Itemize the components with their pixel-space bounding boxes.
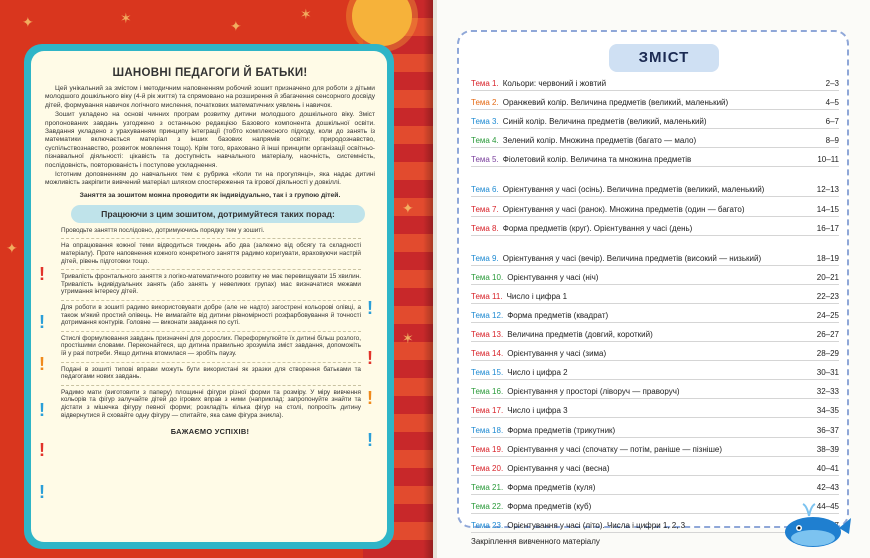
contents-row xyxy=(471,380,839,399)
topic-number: Тема 7. xyxy=(471,204,499,214)
contents-row xyxy=(471,285,839,304)
contents-card xyxy=(457,30,849,546)
page-range: 8–9 xyxy=(825,136,839,146)
topic-number: Тема 11. xyxy=(471,291,503,301)
whale-icon xyxy=(779,500,853,548)
tip-item: Стислі формулювання завдань призначені для дорослих. Переформулюйте їх дитині більш розлого, простішими словами. Переконайтеся, що дитина правильно зрозуміла зміст завдання, допоможіть їй у разі потреби. Якщо дитина втомилася — зробіть паузу. xyxy=(61,334,361,357)
topic-title: Кольори: червоний і жовтий xyxy=(502,79,607,89)
star-decoration: ✦ xyxy=(22,14,34,30)
exclamation-mark-icon: ! xyxy=(39,312,45,332)
topic-number: Тема 6. xyxy=(471,185,499,195)
intro-paragraph: Цей унікальний за змістом і методичним наповненням робочий зошит призначено для роботи з дітьми молодшого дошкільного віку (4-й рік життя) та спрямовано на розширення й збагачення сенсорного досвіду дітей, формування навичок логічного мислення, початкових математичних уявлень і навичок. xyxy=(45,85,375,109)
contents-row xyxy=(471,266,839,285)
tip-item: Для роботи в зошиті радимо використовувати добре (але не надто) загострені кольорові олівці, а також м'який простий олівець. Не вимагайте від дитини рівномірності розфарбовування й точності дотримання контурів. Головне — виконати завдання по суті. xyxy=(61,304,361,327)
page-range: 44–45 xyxy=(816,501,839,511)
topic-title: Орієнтування у часі (ніч) xyxy=(507,272,599,282)
contents-row xyxy=(471,304,839,323)
star-decoration: ✶ xyxy=(120,10,132,26)
topic-title: Орієнтування у часі (вечір). Величина предметів (високий — низький) xyxy=(502,253,762,263)
divider xyxy=(61,362,361,363)
page-range: 2–3 xyxy=(825,79,839,89)
intro-text xyxy=(45,85,375,188)
exclamation-mark-icon: ! xyxy=(39,354,45,374)
contents-title: ЗМІСТ xyxy=(609,44,719,72)
topic-number: Тема 9. xyxy=(471,253,499,263)
page-range: 42–43 xyxy=(816,482,839,492)
contents-row xyxy=(471,399,839,418)
contents-row xyxy=(471,476,839,495)
rules-heading: Працюючи з цим зошитом, дотримуйтеся таких порад: xyxy=(71,205,365,223)
exclamation-mark-icon: ! xyxy=(39,264,45,284)
topic-title: Зелений колір. Множина предметів (багато — мало) xyxy=(502,136,697,146)
topic-title: Форма предметів (квадрат) xyxy=(507,310,609,320)
page-range: 12–13 xyxy=(816,185,839,195)
topic-title: Форма предметів (круг). Орієнтування у часі (день) xyxy=(502,223,693,233)
page-range: 18–19 xyxy=(816,253,839,263)
page-range: 38–39 xyxy=(816,444,839,454)
topic-number: Тема 23. xyxy=(471,520,504,530)
topic-number: Тема 14. xyxy=(471,349,504,359)
contents-row xyxy=(471,72,839,91)
exclamation-mark-icon: ! xyxy=(39,482,45,502)
contents-row xyxy=(471,148,839,167)
page-range: 24–25 xyxy=(816,310,839,320)
spine-shadow xyxy=(423,0,433,558)
left-page xyxy=(0,0,433,558)
contents-row xyxy=(471,197,839,216)
topic-title: Число і цифра 2 xyxy=(507,368,568,378)
exclamation-mark-icon: ! xyxy=(367,348,373,368)
topic-title: Форма предметів (куб) xyxy=(507,501,592,511)
page-range: 16–17 xyxy=(816,223,839,233)
contents-row xyxy=(471,236,839,266)
contents-row xyxy=(471,342,839,361)
topic-title: Синій колір. Величина предметів (великий, маленький) xyxy=(502,117,707,127)
divider xyxy=(61,331,361,332)
topic-title: Орієнтування у часі (весна) xyxy=(507,463,610,473)
star-decoration: ✦ xyxy=(230,18,242,34)
page-range: 36–37 xyxy=(816,425,839,435)
page-range: 30–31 xyxy=(816,368,839,378)
contents-row xyxy=(471,323,839,342)
contents-footer: Закріплення вивченного матеріалу xyxy=(471,536,600,546)
advice-card xyxy=(24,44,394,549)
page-range: 40–41 xyxy=(816,463,839,473)
topic-number: Тема 17. xyxy=(471,406,504,416)
contents-row xyxy=(471,457,839,476)
page-range: 22–23 xyxy=(816,291,839,301)
topic-title: Орієнтування у просторі (ліворуч — праворуч) xyxy=(507,387,680,397)
tips-list xyxy=(45,227,375,419)
topic-number: Тема 3. xyxy=(471,117,499,127)
tip-item: На опрацювання кожної теми відводиться тиждень або два (залежно від обсягу та складності матеріалу). Проте наповнення кожного конкретного заняття радимо коригувати, враховуючи настрій дітей, рівень підготовки тощо. xyxy=(61,242,361,265)
intro-paragraph: Зошит укладено на основі чинних програм розвитку дитини молодшого дошкільного віку. Зміст пропонованих завдань узгоджено з останньою редакцією Базового компонента дошкільної освіти. Завдання укладено з урахуванням принципу інтеграції (тобто комплексного підходу, коли до занять із математики включається матеріал з інших базових напрямів освіти: природознавство, суспільствознавство, розвиток мовлення тощо). Крім того, враховано й інші принципи організації освітньо-пізнавальної діяльності: цікавість та доступність навчального матеріалу, наочність, системність, послідовність, повторюваність і поступове ускладнення. xyxy=(45,111,375,169)
exclamation-mark-icon: ! xyxy=(367,430,373,450)
topic-title: Оранжевий колір. Величина предметів (великий, маленький) xyxy=(502,98,729,108)
topic-title: Орієнтування у часі (ранок). Множина предметів (один — багато) xyxy=(502,204,745,214)
right-page xyxy=(437,0,870,558)
page-range: 20–21 xyxy=(816,272,839,282)
topic-title: Орієнтування у часі (спочатку — потім, раніше — пізніше) xyxy=(507,444,723,454)
exclamation-mark-icon: ! xyxy=(367,298,373,318)
contents-row xyxy=(471,167,839,197)
tip-item: Радимо мати (виготовити з паперу) площинні фігури різної форми та розміру. У міру вивчення кольорів та фігур залучайте дітей до ігрових вправ з ними (наприклад: запропонуйте знайти та дістати з мішечка фігуру певної форми; розкладіть кілька фігур на столі, попросіть дитину відвернутися й сховайте одну фігуру — спитайте, яка саме фігура зникла). xyxy=(61,388,361,419)
contents-row xyxy=(471,129,839,148)
contents-list xyxy=(471,72,839,546)
topic-title: Орієнтування у часі (зима) xyxy=(507,349,607,359)
topic-number: Тема 15. xyxy=(471,368,504,378)
exclamation-mark-icon: ! xyxy=(367,388,373,408)
exclamation-mark-icon: ! xyxy=(39,400,45,420)
divider xyxy=(61,385,361,386)
topic-title: Число і цифра 3 xyxy=(507,406,568,416)
card-title: ШАНОВНІ ПЕДАГОГИ Й БАТЬКИ! xyxy=(112,67,308,79)
star-decoration: ✦ xyxy=(402,200,414,216)
tip-item: Проводьте заняття послідовно, дотримуючись порядку тем у зошиті. xyxy=(61,226,265,234)
topic-number: Тема 19. xyxy=(471,444,504,454)
page-range: 10–11 xyxy=(817,155,839,165)
contents-row xyxy=(471,110,839,129)
topic-number: Тема 21. xyxy=(471,482,504,492)
contents-row xyxy=(471,418,839,437)
tip-item: Подані в зошиті типові вправи можуть бути використані як зразки для створення батьками та педагогами нових завдань. xyxy=(61,365,361,381)
page-range: 6–7 xyxy=(825,117,839,127)
topic-title: Величина предметів (довгий, короткий) xyxy=(507,330,653,340)
topic-number: Тема 8. xyxy=(471,223,499,233)
topic-number: Тема 4. xyxy=(471,136,499,146)
contents-row xyxy=(471,361,839,380)
topic-title: Фіолетовий колір. Величина та множина предметів xyxy=(502,155,692,165)
topic-number: Тема 22. xyxy=(471,501,504,511)
page-range: 28–29 xyxy=(816,349,839,359)
topic-number: Тема 12. xyxy=(471,310,504,320)
topic-title: Орієнтування у часі (літо). Числа і цифри 1, 2, 3 xyxy=(507,520,686,530)
topic-title: Форма предметів (трикутник) xyxy=(507,425,616,435)
divider xyxy=(61,300,361,301)
topic-number: Тема 5. xyxy=(471,155,499,165)
topic-number: Тема 13. xyxy=(471,330,504,340)
star-decoration: ✶ xyxy=(402,330,414,346)
contents-row xyxy=(471,438,839,457)
advice-card-body xyxy=(31,51,387,542)
exclamation-mark-icon: ! xyxy=(39,440,45,460)
topic-title: Число і цифра 1 xyxy=(506,291,568,301)
page-range: 4–5 xyxy=(825,98,839,108)
topic-title: Орієнтування у часі (осінь). Величина предметів (великий, маленький) xyxy=(502,185,765,195)
divider xyxy=(61,238,361,239)
page-range: 32–33 xyxy=(816,387,839,397)
contents-row xyxy=(471,91,839,110)
star-decoration: ✶ xyxy=(300,6,312,22)
page-range: 14–15 xyxy=(816,204,839,214)
star-decoration: ✦ xyxy=(6,240,18,256)
page-range: 26–27 xyxy=(816,330,839,340)
page-range: 34–35 xyxy=(816,406,839,416)
closing-wish: БАЖАЄМО УСПІХІВ! xyxy=(170,427,250,437)
topic-title: Форма предметів (куля) xyxy=(507,482,596,492)
divider xyxy=(61,269,361,270)
tip-item: Тривалість фронтального заняття з логіко-математичного розвитку не має перевищувати 15 хвилин. Тривалість індивідуальних занять (або занять у невеликих групах) мас визначатися межами утримання інтересу дітей. xyxy=(61,273,361,296)
topic-number: Тема 10. xyxy=(471,272,504,282)
topic-number: Тема 16. xyxy=(471,387,504,397)
topic-number: Тема 1. xyxy=(471,79,499,89)
contents-row xyxy=(471,217,839,236)
topic-number: Тема 20. xyxy=(471,463,504,473)
topic-number: Тема 18. xyxy=(471,425,504,435)
topic-number: Тема 2. xyxy=(471,98,499,108)
intro-paragraph: Істотним доповненням до навчальних тем є рубрика «Коли ти на прогулянці», яка надає дитині можливість закріпити вивчений матеріал шляхом спостереження та ігрової діяльності у довкіллі. xyxy=(45,171,375,187)
group-note: Заняття за зошитом можна проводити як індивідуально, так і з групою дітей. xyxy=(79,191,341,199)
